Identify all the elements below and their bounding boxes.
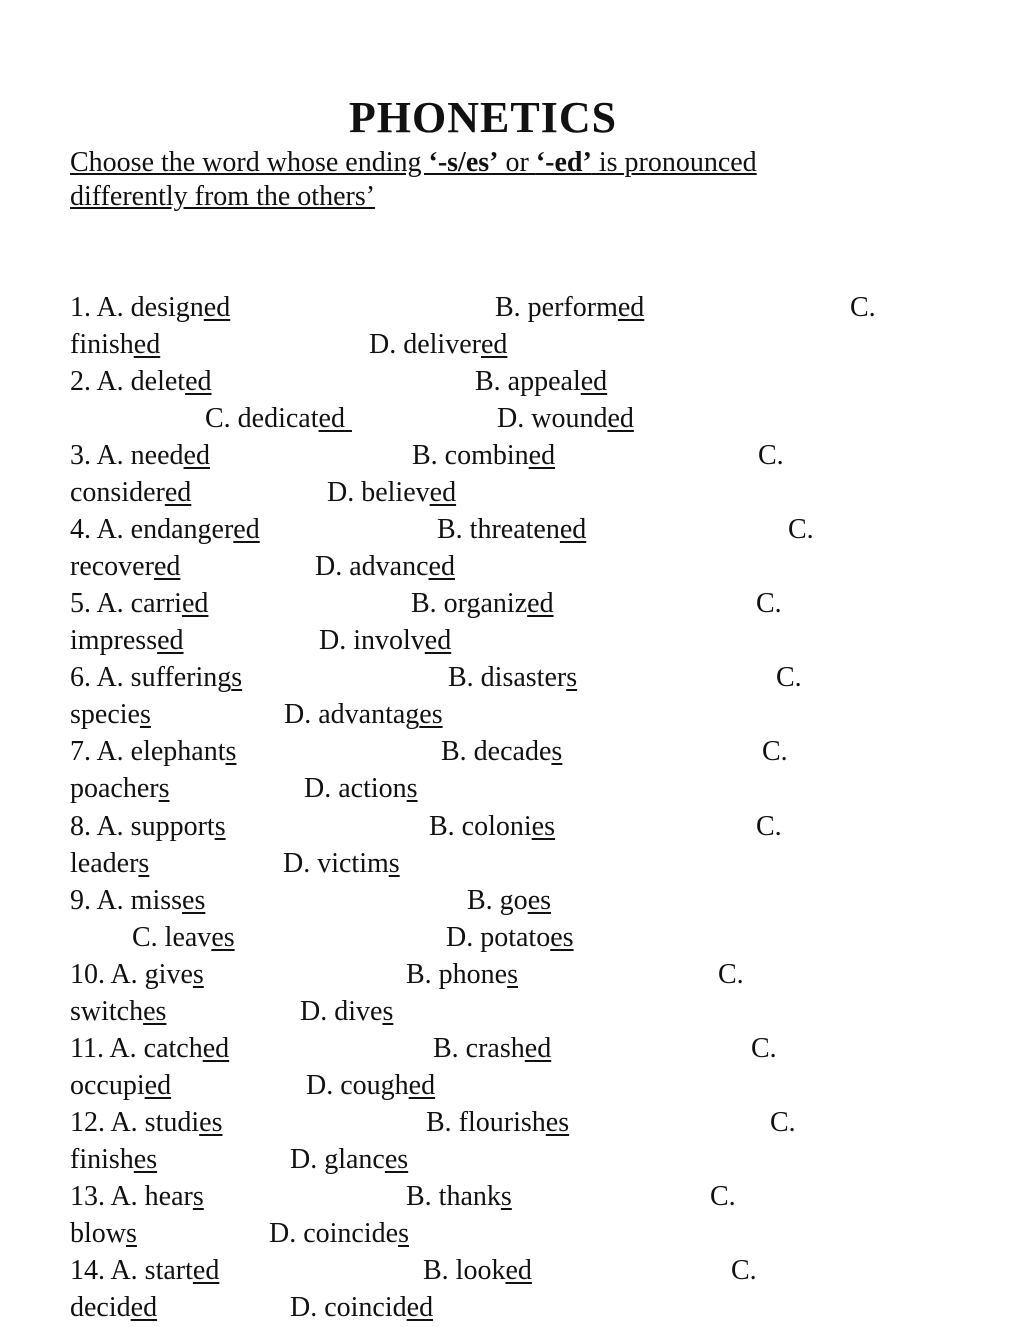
page-title: PHONETICS [348,93,618,142]
answer-option: C. leaves [132,922,235,953]
question-9 [70,882,970,956]
question-5 [70,585,970,659]
answer-option: B. crashed [433,1033,552,1064]
ending-underline: s [500,1181,512,1212]
answer-option: 9. A. misses [70,885,206,916]
answer-option: 5. A. carried [70,588,209,619]
answer-option: 2. A. deleted [70,366,212,397]
ending-underline: s [382,996,394,1027]
ending-underline: s [398,1218,409,1249]
ending-underline: ed [203,292,231,323]
ending-underline: ed [133,329,161,360]
answer-option: C. [850,292,876,323]
answer-option: C. [751,1033,777,1064]
answer-option: C. [756,811,782,842]
question-line [70,622,970,659]
answer-option: B. threatened [437,514,587,545]
answer-option: C. [710,1181,736,1212]
answer-option: D. actions [304,773,418,804]
question-line [70,326,970,363]
ending-underline: ed [318,403,345,434]
ending-underline: s [406,773,418,804]
question-7 [70,733,970,807]
answer-option: 13. A. hears [70,1181,204,1212]
question-line [70,548,970,585]
ending-underline: es [384,1144,409,1175]
answer-option: D. dives [300,996,394,1027]
ending-underline: s [566,662,578,693]
question-line [70,770,970,807]
ending-underline: es [133,1144,158,1175]
answer-option: C. [756,588,782,619]
ending-underline: ed [559,514,587,545]
answer-option: D. wounded [497,403,634,434]
answer-option: D. coincided [290,1292,434,1323]
answer-option: B. appealed [475,366,608,397]
answer-option: C. [770,1107,796,1138]
answer-option: poachers [70,773,170,804]
ending-underline: s [138,848,150,879]
question-line [70,993,970,1030]
ending-underline: ed [617,292,645,323]
answer-option: 14. A. started [70,1255,220,1286]
question-line [70,437,970,474]
ending-underline: ed [202,1033,230,1064]
question-line [70,1289,970,1326]
ending-underline: s [214,811,226,842]
ending-underline: es [531,811,555,842]
ending-underline: es [545,1107,570,1138]
instruction-ending-s: ‘-s/es’ [428,147,499,178]
answer-option: B. disasters [448,662,578,693]
ending-underline: s [551,736,563,767]
question-line [70,1141,970,1178]
answer-option: B. phones [406,959,519,990]
answer-option: B. goes [467,885,552,916]
answer-option: B. looked [423,1255,532,1286]
answer-option: B. organized [411,588,554,619]
instruction [70,146,850,214]
ending-underline: ed [164,477,192,508]
answer-option: finishes [70,1144,158,1175]
instruction-ending-ed: ‘-ed’ [535,147,592,178]
answer-option: 12. A. studies [70,1107,223,1138]
ending-underline: s [388,848,400,879]
ending-underline: ed [144,1070,172,1101]
ending-underline: s [231,662,243,693]
ending-underline: ed [181,588,209,619]
question-4 [70,511,970,585]
question-line [70,1178,970,1215]
question-10 [70,956,970,1030]
ending-underline: es [182,885,206,916]
answer-option: 1. A. designed [70,292,231,323]
ending-underline: ed [528,440,556,471]
ending-underline: ed [607,403,634,434]
ending-underline: ed [233,514,260,545]
ending-underline: ed [130,1292,158,1323]
answer-option: 11. A. catched [70,1033,230,1064]
answer-option: B. performed [495,292,645,323]
answer-option: C. [788,514,814,545]
answer-option: species [70,699,151,730]
question-13 [70,1178,970,1252]
underline-space [345,403,352,434]
ending-underline: es [550,922,574,953]
ending-underline: ed [527,588,554,619]
answer-option: 10. A. gives [70,959,204,990]
question-line [70,511,970,548]
question-line [70,919,970,956]
ending-underline: s [192,1181,204,1212]
question-line [70,882,970,919]
question-8 [70,808,970,882]
answer-option: D. delivered [369,329,508,360]
question-line [70,956,970,993]
answer-option: recovered [70,551,181,582]
ending-underline: ed [480,329,508,360]
ending-underline: ed [424,625,452,656]
answer-option: D. potatoes [446,922,574,953]
question-line [70,289,970,326]
answer-option: occupied [70,1070,172,1101]
question-line [70,845,970,882]
ending-underline: ed [524,1033,552,1064]
ending-underline: ed [408,1070,436,1101]
answer-option: 8. A. supports [70,811,226,842]
ending-underline: es [527,885,552,916]
ending-underline: s [158,773,170,804]
ending-underline: es [211,922,235,953]
answer-option: B. flourishes [426,1107,570,1138]
question-3 [70,437,970,511]
ending-underline: s [192,959,204,990]
question-line [70,363,970,400]
ending-underline: s [139,699,151,730]
answer-option: D. believed [327,477,457,508]
question-line [70,474,970,511]
ending-underline: es [143,996,167,1027]
answer-option: blows [70,1218,137,1249]
ending-underline: es [199,1107,223,1138]
answer-option: C. [776,662,802,693]
ending-underline: ed [505,1255,532,1286]
ending-underline: ed [428,551,455,582]
answer-option: 4. A. endangered [70,514,260,545]
answer-option: 7. A. elephants [70,736,237,767]
answer-option: leaders [70,848,150,879]
question-2 [70,363,970,437]
answer-option: B. decades [441,736,563,767]
answer-option: considered [70,477,192,508]
question-line [70,400,970,437]
question-line [70,1030,970,1067]
answer-option: 3. A. needed [70,440,210,471]
question-6 [70,659,970,733]
answer-option: C. [731,1255,757,1286]
answer-option: D. advanced [315,551,455,582]
answer-option: decided [70,1292,158,1323]
instruction-middle: or [498,147,536,178]
question-line [70,1104,970,1141]
ending-underline: ed [406,1292,434,1323]
answer-option: impressed [70,625,184,656]
ending-underline: ed [192,1255,220,1286]
question-line [70,696,970,733]
answer-option: 6. A. sufferings [70,662,243,693]
question-12 [70,1104,970,1178]
ending-underline: ed [185,366,212,397]
ending-underline: ed [157,625,184,656]
answer-option: B. thanks [406,1181,512,1212]
ending-underline: s [507,959,519,990]
answer-option: C. [762,736,788,767]
answer-option: D. coughed [306,1070,436,1101]
answer-option: C. [758,440,784,471]
question-1 [70,289,970,363]
question-line [70,659,970,696]
answer-option: C. [718,959,744,990]
answer-option: C. dedicated [205,400,352,437]
answer-option: B. colonies [429,811,555,842]
question-line [70,1215,970,1252]
ending-underline: ed [153,551,181,582]
answer-option: D. coincides [269,1218,409,1249]
ending-underline: es [419,699,443,730]
question-line [70,808,970,845]
question-line [70,1067,970,1104]
ending-underline: s [126,1218,137,1249]
instruction-suffix: is pronounced differently from the others’ [70,147,757,212]
answer-option: D. glances [290,1144,409,1175]
question-line [70,733,970,770]
answer-option: finished [70,329,161,360]
question-14 [70,1252,970,1326]
ending-underline: ed [183,440,210,471]
ending-underline: ed [429,477,457,508]
question-line [70,585,970,622]
answer-option: D. victims [283,848,400,879]
question-11 [70,1030,970,1104]
ending-underline: ed [580,366,608,397]
ending-underline: s [225,736,237,767]
answer-option: D. involved [319,625,452,656]
answer-option: D. advantages [284,699,443,730]
answer-option: B. combined [412,440,556,471]
answer-option: switches [70,996,167,1027]
instruction-prefix: Choose the word whose ending [70,147,429,178]
question-line [70,1252,970,1289]
